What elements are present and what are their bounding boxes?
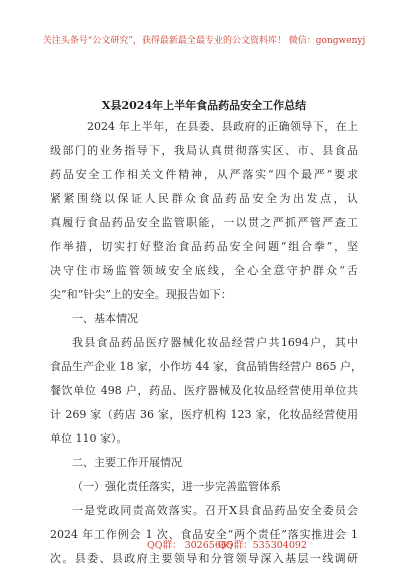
section-heading: 一、基本情况 — [72, 312, 138, 325]
paragraph-line: 作举措，切实打好整治食品药品安全问题“组合拳”，坚 — [50, 240, 358, 253]
paragraph-line: 一是党政同责高效落实。召开X县食品药品安全委员会 — [72, 504, 358, 517]
section-heading: 二、主要工作开展情况 — [72, 456, 182, 469]
paragraph-line: 尖”和“针尖”上的安全。现报告如下： — [50, 288, 232, 301]
footer-qq-group-2: QQ群：535304092 — [218, 540, 307, 551]
paragraph-line: 真履行食品药品安全监管职能，一以贯之严抓严管严查工 — [50, 216, 358, 229]
paragraph-line: 餐饮单位 498 户，药品、医疗器械及化妆品经营使用单位共 — [50, 384, 358, 397]
footer-qq-group-1: QQ群： 30265665 — [147, 540, 233, 551]
header-notice: 关注头条号“公文研究”，获得最新最全最专业的公文资料库！ 微信：gongwenyj — [42, 36, 366, 46]
subsection-heading: （一）强化责任落实，进一步完善监管体系 — [72, 480, 281, 493]
paragraph-line: 药品安全工作相关文件精神，从严落实“四个最严”要求 — [50, 168, 358, 181]
paragraph-line: 2024 年上半年，在县委、县政府的正确领导下，在上 — [87, 120, 358, 133]
document-title: X县2024年上半年食品药品安全工作总结 — [101, 99, 307, 112]
paragraph-line: 次。县委、县政府主要领导和分管领导深入基层一线调研 — [50, 552, 358, 565]
paragraph-line: 单位 110 家）。 — [50, 432, 128, 445]
paragraph-line: 食品生产企业 18 家，小作坊 44 家，食品销售经营户 865 户， — [50, 360, 362, 373]
paragraph-line: 计 269 家（药店 36 家，医疗机构 123 家，化妆品经营使用 — [50, 408, 358, 421]
paragraph-line: 我县食品药品医疗器械化妆品经营户共1694户，其中 — [72, 336, 358, 349]
paragraph-line: 决守住市场监管领域安全底线，全心全意守护群众“舌 — [50, 264, 358, 277]
paragraph-line: 紧紧围绕以保证人民群众食品药品安全为出发点，认 — [50, 192, 358, 205]
paragraph-line: 级部门的业务指导下，我局认真贯彻落实区、市、县食品 — [50, 144, 358, 157]
paragraph-line: 2024 年工作例会 1 次、食品安全“两个责任”落实推进会 1 — [50, 528, 358, 541]
